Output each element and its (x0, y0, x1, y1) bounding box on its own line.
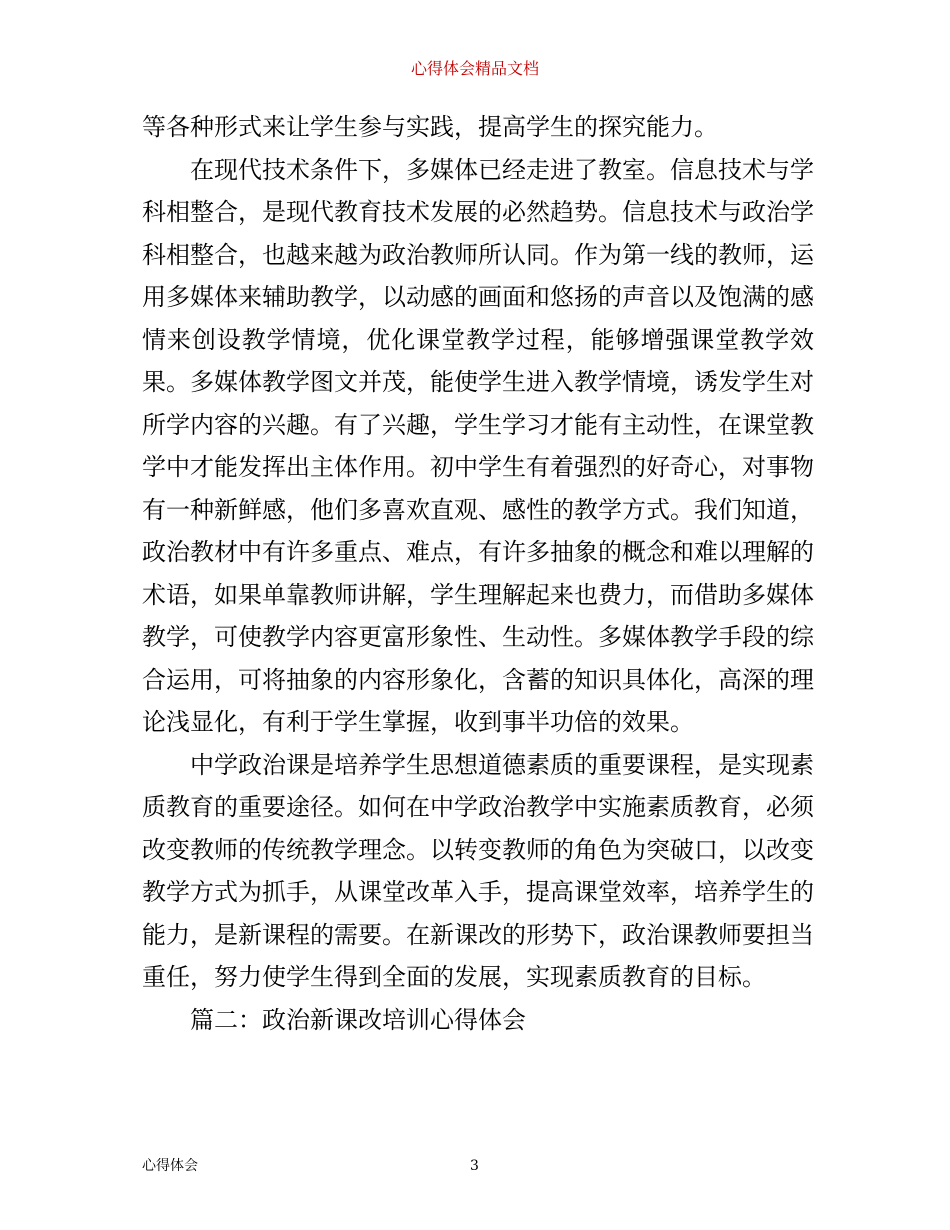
paragraph-quality-education: 中学政治课是培养学生思想道德素质的重要课程，是实现素质教育的重要途径。如何在中学政治教学中实施素质教育，必须改变教师的传统教学理念。以转变教师的角色为突破口，以改变教学方式为抓手，从课堂改革入手，提高课堂效率，培养学生的能力，是新课程的需要。在新课改的形势下，政治课教师要担当重任，努力使学生得到全面的发展，实现素质教育的目标。 (142, 750, 814, 991)
document-body (142, 106, 814, 1041)
paragraph-continuation: 等各种形式来让学生参与实践，提高学生的探究能力。 (142, 113, 718, 141)
section-heading: 篇二：政治新课改培训心得体会 (190, 1005, 526, 1034)
footer-label: 心得体会 (142, 1158, 198, 1174)
document-header-title: 心得体会精品文档 (410, 59, 539, 78)
paragraph-multimedia: 在现代技术条件下，多媒体已经走进了教室。信息技术与学科相整合，是现代教育技术发展的必然趋势。信息技术与政治学科相整合，也越来越为政治教师所认同。作为第一线的教师，运用多媒体来辅助教学，以动感的画面和悠扬的声音以及饱满的感情来创设教学情境，优化课堂教学过程，能够增强课堂教学效果。多媒体教学图文并茂，能使学生进入教学情境，诱发学生对所学内容的兴趣。有了兴趣，学生学习才能有主动性，在课堂教学中才能发挥出主体作用。初中学生有着强烈的好奇心，对事物有一种新鲜感，他们多喜欢直观、感性的教学方式。我们知道，政治教材中有许多重点、难点，有许多抽象的概念和难以理解的术语，如果单靠教师讲解，学生理解起来也费力，而借助多媒体教学，可使教学内容更富形象性、生动性。多媒体教学手段的综合运用，可将抽象的内容形象化，含蓄的知识具体化，高深的理论浅显化，有利于学生掌握，收到事半功倍的效果。 (142, 155, 814, 736)
page-number: 3 (470, 1158, 479, 1174)
